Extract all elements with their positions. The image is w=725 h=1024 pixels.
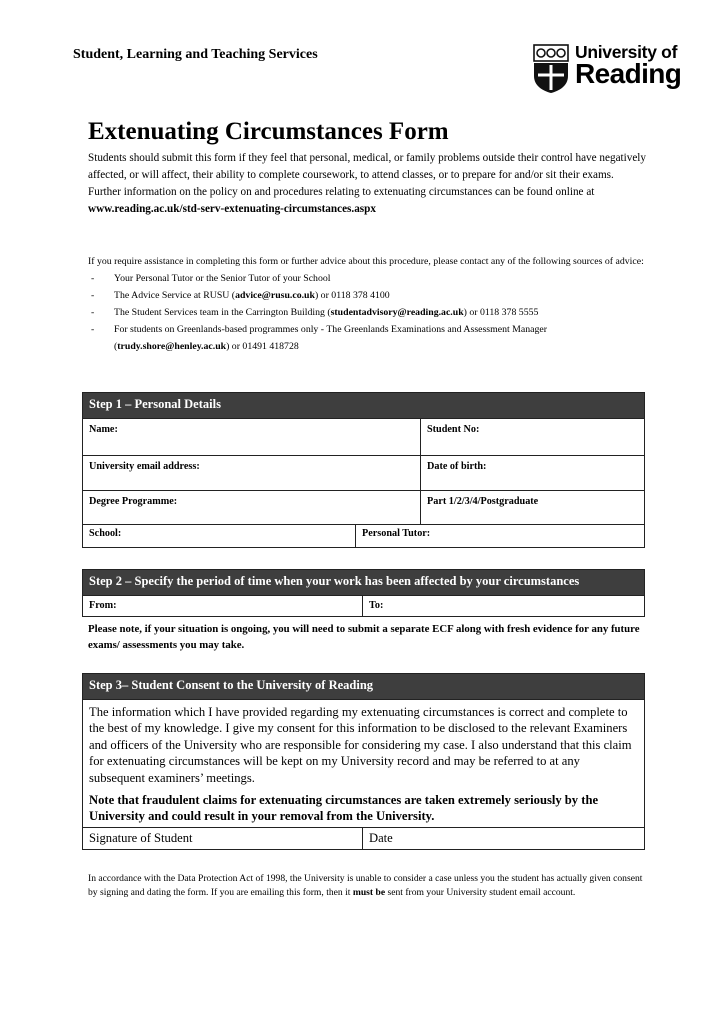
date-label: Date (369, 830, 393, 845)
advice-list (88, 270, 648, 355)
logo-text-top: University of (575, 42, 678, 62)
advice-lead: If you require assistance in completing this form or further advice about this procedure, please contact any of the following sources of advice: (88, 256, 644, 267)
to-label: To: (369, 600, 384, 611)
university-logo (533, 42, 683, 94)
signature-label: Signature of Student (89, 830, 193, 845)
degree-label: Degree Programme: (89, 496, 178, 507)
student-services-email-link[interactable]: studentadvisory@reading.ac.uk (330, 307, 464, 318)
degree-field[interactable] (83, 491, 421, 524)
email-field[interactable] (83, 456, 421, 490)
step1-header: Step 1 – Personal Details (83, 393, 644, 418)
advice-section (88, 253, 648, 355)
step3-consent (82, 673, 645, 850)
consent-text (83, 700, 644, 827)
part-label: Part 1/2/3/4/Postgraduate (427, 496, 539, 507)
dob-label: Date of birth: (427, 461, 487, 472)
student-no-field[interactable] (421, 419, 644, 455)
step3-header: Step 3– Student Consent to the University of Reading (83, 674, 644, 699)
intro-text: Students should submit this form if they feel that personal, medical, or family problems outside their control have negatively affected, or will affect, their ability to complete coursework, to attend classes, or to prepare for and/or sit their exams. Further information on the policy on and procedures relating to extenuating circumstances can be found online at (88, 152, 647, 198)
greenlands-email-link[interactable]: trudy.shore@henley.ac.uk (117, 341, 227, 352)
tutor-label: Personal Tutor: (362, 528, 431, 539)
student-no-label: Student No: (427, 424, 480, 435)
tutor-field[interactable] (356, 525, 644, 547)
step2-period (82, 569, 645, 617)
dob-field[interactable] (421, 456, 644, 490)
list-item: - For students on Greenlands-based programmes only - The Greenlands Examinations and Assessment Manager (trudy.shore@henley.ac.uk) or 01491 418728 (91, 324, 547, 352)
data-protection-note: In accordance with the Data Protection Act of 1998, the University is unable to consider a case unless you the student has actually given consent by signing and dating the form. If you are emailing this form, then it must be sent from your University student email account. (88, 873, 643, 898)
list-item: - The Advice Service at RUSU (advice@rusu.co.uk) or 0118 378 4100 (91, 290, 390, 301)
intro-paragraph (88, 150, 648, 218)
list-item: - The Student Services team in the Carrington Building (studentadvisory@reading.ac.uk) or 0118 378 5555 (91, 307, 539, 318)
name-label: Name: (89, 424, 118, 435)
policy-link[interactable]: www.reading.ac.uk/std-serv-extenuating-circumstances.aspx (88, 203, 376, 215)
rusu-email-link[interactable]: advice@rusu.co.uk (235, 290, 315, 301)
ongoing-note: Please note, if your situation is ongoing, you will need to submit a separate ECF along with fresh evidence for any future exams/ assessments you may take. (88, 623, 640, 651)
from-field[interactable] (83, 596, 363, 616)
logo-text-bottom: Reading (575, 58, 682, 89)
school-field[interactable] (83, 525, 356, 547)
part-field[interactable] (421, 491, 644, 524)
name-field[interactable] (83, 419, 421, 455)
signature-field[interactable] (83, 828, 363, 849)
list-item: - Your Personal Tutor or the Senior Tutor of your School (91, 273, 331, 284)
step1-personal-details (82, 392, 645, 548)
from-label: From: (89, 600, 117, 611)
department-name: Student, Learning and Teaching Services (73, 47, 318, 62)
to-field[interactable] (363, 596, 644, 616)
school-label: School: (89, 528, 122, 539)
fraud-warning: Note that fraudulent claims for extenuating circumstances are taken extremely seriously by the University and could result in your removal from the University. (89, 793, 599, 824)
consent-body: The information which I have provided regarding my extenuating circumstances is correct and complete to the best of my knowledge. I give my consent for this information to be disclosed to the relevant Examiners and officers of the University who are responsible for considering my case. I also understand that this claim for extenuating circumstances will be kept on my University record and may be referred to at any subsequent examiners’ meetings. (89, 705, 632, 785)
crest-icon (533, 44, 569, 94)
date-field[interactable] (363, 828, 644, 849)
form-title: Extenuating Circumstances Form (88, 118, 449, 145)
email-label: University email address: (89, 461, 200, 472)
step2-header: Step 2 – Specify the period of time when your work has been affected by your circumstances (83, 570, 644, 595)
